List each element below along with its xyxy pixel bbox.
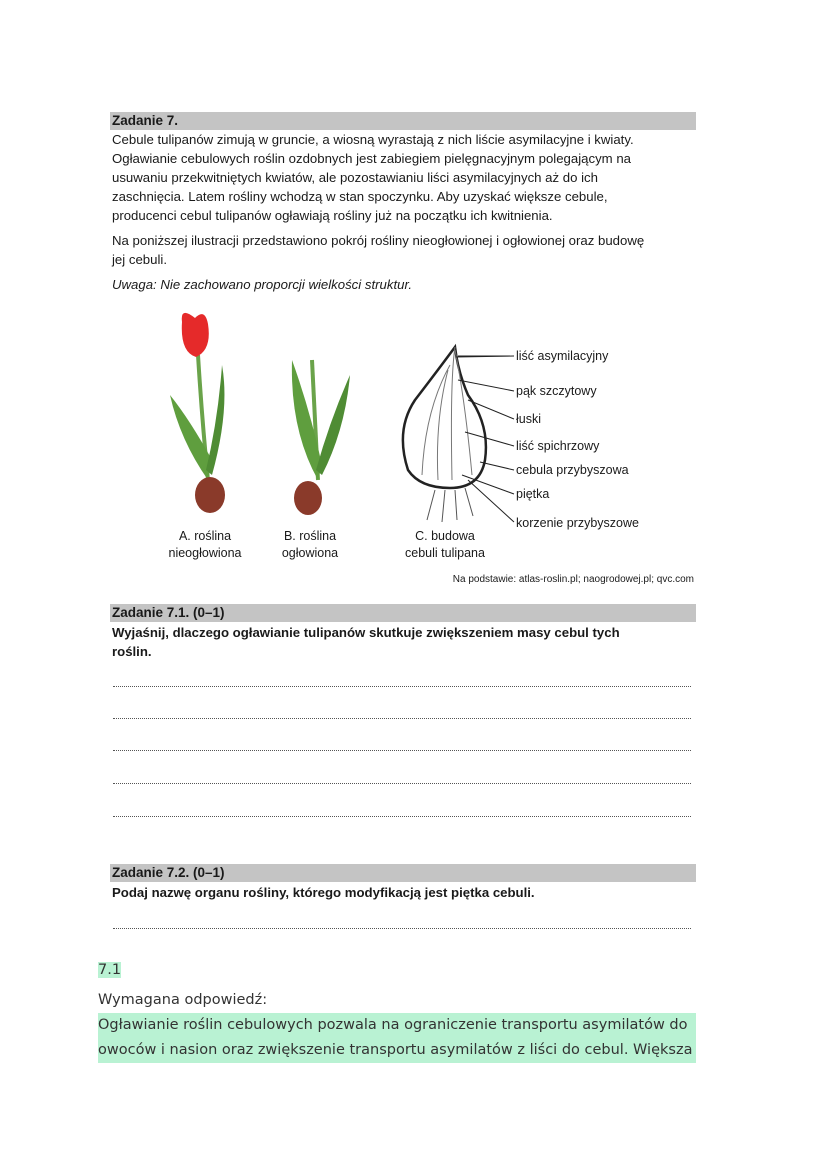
text-line: producenci cebul tulipanów ogławiają rośliny już na początku ich kwitnienia.: [112, 208, 553, 223]
answer-text: [98, 1013, 696, 1063]
figure-label: łuski: [516, 412, 542, 426]
answer-line[interactable]: [113, 718, 691, 719]
answer-heading: Wymagana odpowiedź:: [98, 992, 268, 1008]
caption-line: nieogłowiona: [168, 546, 242, 560]
figure-label: liść spichrzowy: [516, 439, 600, 453]
answer-number: 7.1: [98, 962, 122, 978]
figure-label: korzenie przybyszowe: [516, 516, 639, 530]
task-intro: [112, 130, 702, 225]
answer-line[interactable]: [113, 816, 691, 817]
q2-question: Podaj nazwę organu rośliny, którego modyfikacją jest piętka cebuli.: [112, 885, 535, 900]
text-line: roślin.: [112, 644, 152, 659]
text-line: owoców i nasion oraz zwiększenie transportu asymilatów z liści do cebul. Większa: [98, 1038, 696, 1063]
figure-label: cebula przybyszowa: [516, 463, 629, 477]
answer-line[interactable]: [113, 783, 691, 784]
caption-line: ogłowiona: [281, 546, 339, 560]
caption-line: C. budowa: [415, 529, 475, 543]
figure-label: pąk szczytowy: [516, 384, 597, 398]
figure-label: liść asymilacyjny: [516, 349, 609, 363]
tulip-unheaded-image: [170, 313, 225, 513]
text-line: Wyjaśnij, dlaczego ogławianie tulipanów skutkuje zwiększeniem masy cebul tych: [112, 625, 620, 640]
text-line: Na poniższej ilustracji przedstawiono pokrój rośliny nieogłowionej i ogłowionej oraz budowę: [112, 233, 645, 248]
caption-c: [395, 528, 495, 562]
illustration-intro: [112, 231, 702, 269]
answer-line[interactable]: [113, 750, 691, 751]
text-line: zaschnięcia. Latem rośliny wchodzą w stan spoczynku. Aby uzyskać większe cebule,: [112, 189, 608, 204]
figure-source: Na podstawie: atlas-roslin.pl; naogrodowej.pl; qvc.com: [452, 574, 694, 585]
caption-line: B. roślina: [283, 529, 337, 543]
caption-a: [155, 528, 255, 562]
caption-line: cebuli tulipana: [405, 546, 485, 560]
q1-question: [112, 623, 702, 661]
text-line: jej cebuli.: [112, 252, 167, 267]
text-line: usuwaniu przekwitniętych kwiatów, ale pozostawianiu liści asymilacyjnych aż do ich: [112, 170, 598, 185]
tulip-headed-image: [292, 360, 350, 515]
caption-line: A. roślina: [178, 529, 232, 543]
task-title: Zadanie 7.: [110, 112, 696, 130]
text-line: Ogławianie cebulowych roślin ozdobnych jest zabiegiem pielęgnacyjnym polegającym na: [112, 151, 631, 166]
caption-b: [265, 528, 355, 562]
text-line: Cebule tulipanów zimują w gruncie, a wiosną wyrastają z nich liście asymilacyjne i kwiaty.: [112, 132, 634, 147]
label-leader-lines: [440, 340, 520, 530]
text-line: Ogławianie roślin cebulowych pozwala na ograniczenie transportu asymilatów do: [98, 1013, 696, 1038]
q1-title: Zadanie 7.1. (0–1): [110, 604, 696, 622]
answer-line[interactable]: [113, 928, 691, 929]
answer-line[interactable]: [113, 686, 691, 687]
note: Uwaga: Nie zachowano proporcji wielkości struktur.: [112, 277, 413, 292]
q2-title: Zadanie 7.2. (0–1): [110, 864, 696, 882]
figure-label: piętka: [516, 487, 550, 501]
